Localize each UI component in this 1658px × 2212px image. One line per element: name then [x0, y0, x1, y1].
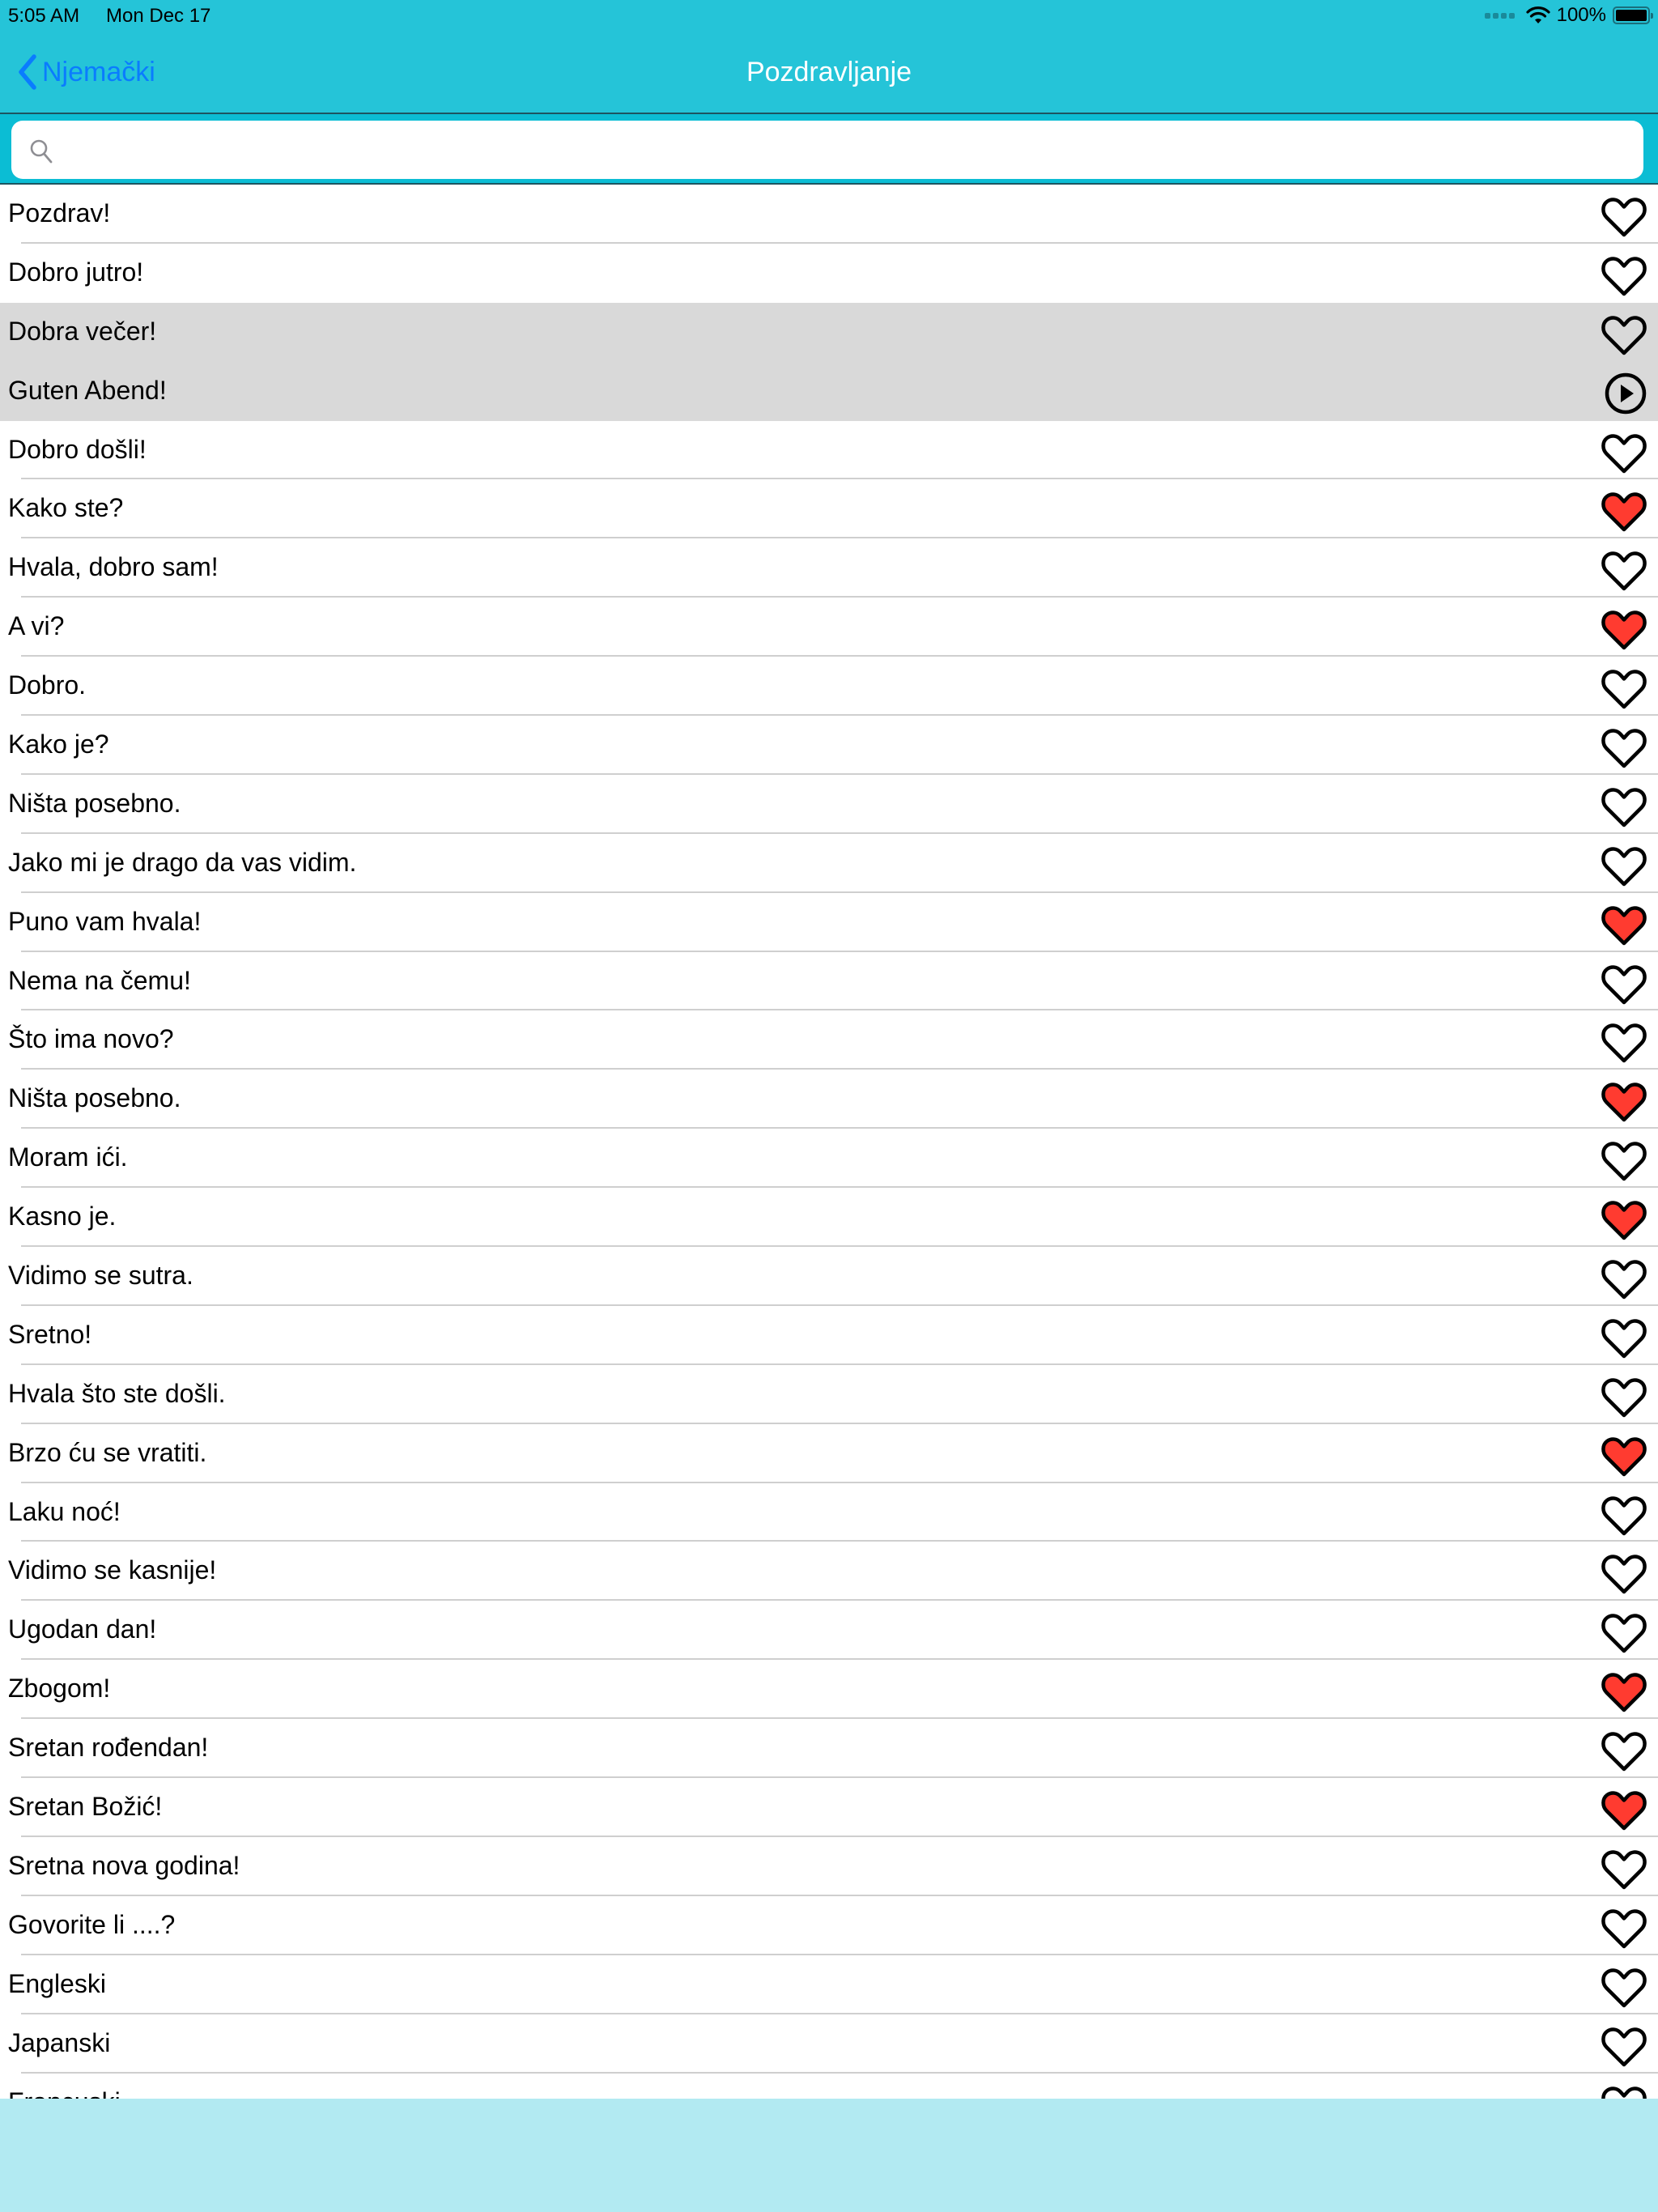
phrase-label: Kako ste?: [8, 493, 124, 523]
heart-outline-icon[interactable]: [1600, 2024, 1648, 2068]
list-item[interactable]: [0, 1188, 1658, 1247]
play-circle-icon[interactable]: [1600, 372, 1648, 415]
heart-filled-icon[interactable]: [1600, 1079, 1648, 1123]
phrase-label: A vi?: [8, 611, 65, 641]
list-item[interactable]: [0, 1070, 1658, 1129]
search-field[interactable]: [11, 121, 1643, 179]
phrase-label: Engleski: [8, 1968, 106, 1998]
list-item[interactable]: [0, 1542, 1658, 1601]
phrase-label: Sretno!: [8, 1319, 92, 1349]
phrase-label: Dobro.: [8, 670, 87, 700]
list-item[interactable]: [0, 362, 1658, 421]
phrase-label: Dobra večer!: [8, 316, 157, 346]
list-item[interactable]: [0, 1660, 1658, 1719]
wifi-icon: [1526, 6, 1550, 25]
phrase-label: Vidimo se kasnije!: [8, 1555, 217, 1585]
heart-outline-icon[interactable]: [1600, 431, 1648, 474]
navigation-bar: [0, 32, 1658, 113]
status-indicators: [1485, 4, 1650, 27]
heart-filled-icon[interactable]: [1600, 903, 1648, 946]
phrase-label: Sretna nova godina!: [8, 1850, 240, 1880]
heart-filled-icon[interactable]: [1600, 1197, 1648, 1241]
search-input[interactable]: [66, 121, 1629, 179]
heart-outline-icon[interactable]: [1600, 844, 1648, 887]
heart-outline-icon[interactable]: [1600, 1020, 1648, 1064]
phrase-label: Japanski: [8, 2027, 111, 2057]
heart-filled-icon[interactable]: [1600, 1434, 1648, 1478]
list-item[interactable]: [0, 657, 1658, 716]
heart-outline-icon[interactable]: [1600, 1493, 1648, 1537]
phrase-label: Nema na čemu!: [8, 965, 191, 995]
list-item[interactable]: [0, 893, 1658, 952]
heart-outline-icon[interactable]: [1600, 194, 1648, 238]
phrase-label: Ništa posebno.: [8, 788, 181, 818]
heart-filled-icon[interactable]: [1600, 1788, 1648, 1831]
phrase-label: Dobro došli!: [8, 434, 147, 464]
cellular-signal-icon: [1485, 13, 1515, 19]
list-item[interactable]: [0, 1306, 1658, 1365]
list-item[interactable]: [0, 598, 1658, 657]
heart-outline-icon[interactable]: [1600, 1375, 1648, 1419]
header: [0, 0, 1658, 113]
list-item[interactable]: [0, 1247, 1658, 1306]
heart-outline-icon[interactable]: [1600, 1257, 1648, 1300]
heart-filled-icon[interactable]: [1600, 1670, 1648, 1713]
list-item[interactable]: [0, 538, 1658, 598]
phrase-label: Pozdrav!: [8, 198, 111, 228]
phrase-label: Laku noć!: [8, 1496, 121, 1526]
heart-filled-icon[interactable]: [1600, 607, 1648, 651]
phrase-label: Brzo ću se vratiti.: [8, 1437, 207, 1467]
heart-outline-icon[interactable]: [1600, 1729, 1648, 1772]
phrase-label: Jako mi je drago da vas vidim.: [8, 847, 357, 877]
page-title: Pozdravljanje: [746, 57, 912, 87]
phrase-label: Hvala što ste došli.: [8, 1378, 226, 1408]
list-item[interactable]: [0, 303, 1658, 362]
list-item[interactable]: [0, 1424, 1658, 1483]
list-item[interactable]: [0, 1601, 1658, 1660]
bottom-panel: [0, 2099, 1658, 2212]
phrase-label: Hvala, dobro sam!: [8, 552, 219, 582]
list-item[interactable]: [0, 952, 1658, 1011]
heart-outline-icon[interactable]: [1600, 962, 1648, 1006]
list-item[interactable]: [0, 1837, 1658, 1896]
phrase-label: Ugodan dan!: [8, 1614, 157, 1644]
phrase-label: Sretan rođendan!: [8, 1733, 209, 1763]
heart-outline-icon[interactable]: [1600, 1316, 1648, 1359]
list-item[interactable]: [0, 185, 1658, 244]
search-icon: [29, 138, 53, 164]
phrase-label: Moram ići.: [8, 1142, 128, 1172]
phrase-label: Ništa posebno.: [8, 1083, 181, 1113]
phrase-label: Govorite li ....?: [8, 1909, 176, 1939]
list-item[interactable]: [0, 1719, 1658, 1778]
battery-percent: 100%: [1556, 4, 1606, 26]
list-item[interactable]: [0, 244, 1658, 303]
heart-outline-icon[interactable]: [1600, 1138, 1648, 1182]
list-item[interactable]: [0, 1010, 1658, 1070]
phrase-label: Guten Abend!: [8, 375, 167, 405]
phrase-label: Zbogom!: [8, 1674, 111, 1704]
heart-outline-icon[interactable]: [1600, 725, 1648, 769]
heart-outline-icon[interactable]: [1600, 1551, 1648, 1595]
list-item[interactable]: [0, 834, 1658, 893]
battery-icon: [1613, 6, 1650, 24]
list-item[interactable]: [0, 1778, 1658, 1837]
status-bar: [0, 0, 1658, 32]
heart-outline-icon[interactable]: [1600, 1847, 1648, 1891]
heart-outline-icon[interactable]: [1600, 1610, 1648, 1654]
phrase-label: Kako je?: [8, 730, 109, 759]
list-item[interactable]: [0, 1129, 1658, 1188]
back-button-label: Njemački: [42, 56, 155, 87]
list-item[interactable]: [0, 1483, 1658, 1542]
phrase-label: Sretan Božić!: [8, 1792, 163, 1822]
phrase-label: Kasno je.: [8, 1202, 117, 1231]
list-item[interactable]: [0, 479, 1658, 538]
phrase-list[interactable]: [0, 185, 1658, 2099]
list-item[interactable]: [0, 716, 1658, 775]
phrase-label: Dobro jutro!: [8, 257, 144, 287]
phrase-label: Što ima novo?: [8, 1024, 174, 1054]
heart-outline-icon[interactable]: [1600, 548, 1648, 592]
heart-outline-icon[interactable]: [1600, 1965, 1648, 2009]
list-item[interactable]: [0, 421, 1658, 480]
status-time: 5:05 AM: [8, 5, 80, 27]
heart-outline-icon[interactable]: [1600, 785, 1648, 828]
heart-outline-icon[interactable]: [1600, 666, 1648, 710]
status-date: Mon Dec 17: [106, 5, 211, 27]
list-item[interactable]: [0, 2014, 1658, 2074]
list-item[interactable]: [0, 1955, 1658, 2014]
heart-outline-icon[interactable]: [1600, 313, 1648, 356]
heart-outline-icon[interactable]: [1600, 1906, 1648, 1950]
list-item[interactable]: [0, 775, 1658, 834]
heart-outline-icon[interactable]: [1600, 253, 1648, 297]
list-item[interactable]: [0, 1365, 1658, 1424]
list-item[interactable]: [0, 1896, 1658, 1955]
phrase-label: Vidimo se sutra.: [8, 1261, 193, 1291]
phrase-label: Puno vam hvala!: [8, 906, 202, 936]
search-bar: [0, 114, 1658, 184]
heart-filled-icon[interactable]: [1600, 489, 1648, 533]
